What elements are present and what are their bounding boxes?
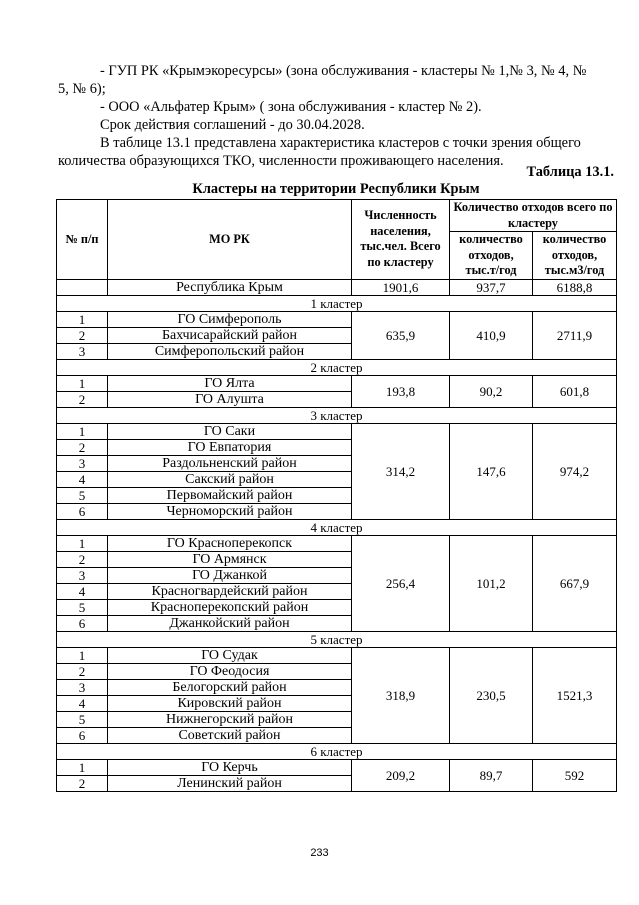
row-mo-name: ГО Саки: [108, 423, 352, 439]
cluster-waste-m3: 2711,9: [533, 311, 617, 359]
row-number: 2: [57, 391, 108, 407]
table-row: [57, 647, 617, 663]
row-number: 2: [57, 663, 108, 679]
total-row: [57, 279, 617, 295]
table-row: [57, 375, 617, 391]
cluster-waste-t: 89,7: [450, 759, 533, 791]
cluster-label-row: [57, 359, 617, 375]
row-mo-name: ГО Евпатория: [108, 439, 352, 455]
cluster-label: 4 кластер: [57, 519, 617, 535]
cluster-waste-t: 101,2: [450, 535, 533, 631]
row-mo-name: Джанкойский район: [108, 615, 352, 631]
cluster-population: 318,9: [352, 647, 450, 743]
row-number: 1: [57, 423, 108, 439]
paragraph-contractor-2: - ООО «Альфатер Крым» ( зона обслуживания - кластер № 2).: [100, 99, 482, 115]
cluster-population: 314,2: [352, 423, 450, 519]
cluster-label-row: [57, 743, 617, 759]
cluster-label: 5 кластер: [57, 631, 617, 647]
paragraph-agreement-term: Срок действия соглашений - до 30.04.2028.: [100, 117, 365, 133]
cluster-population: 209,2: [352, 759, 450, 791]
paragraph-contractor-1: - ГУП РК «Крымэкоресурсы» (зона обслуживания - кластеры № 1,№ 3, № 4, № 5, № 6);: [58, 63, 587, 97]
row-mo-name: ГО Симферополь: [108, 311, 352, 327]
row-mo-name: ГО Ялта: [108, 375, 352, 391]
row-number: 5: [57, 711, 108, 727]
row-number: 4: [57, 583, 108, 599]
page-number: 233: [310, 847, 329, 859]
cluster-waste-m3: 601,8: [533, 375, 617, 407]
row-number: 5: [57, 487, 108, 503]
header-waste-group: Количество отходов всего по кластеру: [450, 200, 617, 232]
table-row: [57, 423, 617, 439]
cluster-label-row: [57, 519, 617, 535]
row-mo-name: Ленинский район: [108, 775, 352, 791]
cluster-waste-m3: 974,2: [533, 423, 617, 519]
header-waste-m3: количество отходов, тыс.м3/год: [533, 232, 617, 280]
row-number: 6: [57, 727, 108, 743]
row-number: 2: [57, 439, 108, 455]
cluster-label: 3 кластер: [57, 407, 617, 423]
row-mo-name: ГО Красноперекопск: [108, 535, 352, 551]
header-mo: МО РК: [108, 200, 352, 280]
cluster-population: 256,4: [352, 535, 450, 631]
cluster-label-row: [57, 295, 617, 311]
cluster-waste-m3: 1521,3: [533, 647, 617, 743]
row-mo-name: Белогорский район: [108, 679, 352, 695]
table-row: [57, 311, 617, 327]
cluster-label-row: [57, 631, 617, 647]
cluster-population: 635,9: [352, 311, 450, 359]
cluster-population: 193,8: [352, 375, 450, 407]
row-mo-name: Кировский район: [108, 695, 352, 711]
row-number: 4: [57, 471, 108, 487]
row-number: 2: [57, 327, 108, 343]
row-mo-name: Черноморский район: [108, 503, 352, 519]
row-number: 1: [57, 647, 108, 663]
row-number: 1: [57, 759, 108, 775]
row-mo-name: Красногвардейский район: [108, 583, 352, 599]
row-mo-name: Советский район: [108, 727, 352, 743]
row-number: 1: [57, 311, 108, 327]
total-name: Республика Крым: [108, 279, 352, 295]
cluster-waste-t: 90,2: [450, 375, 533, 407]
row-mo-name: ГО Керчь: [108, 759, 352, 775]
cluster-waste-m3: 667,9: [533, 535, 617, 631]
row-mo-name: ГО Судак: [108, 647, 352, 663]
total-waste-m3: 6188,8: [533, 279, 617, 295]
row-mo-name: ГО Алушта: [108, 391, 352, 407]
cluster-waste-t: 410,9: [450, 311, 533, 359]
row-number: 4: [57, 695, 108, 711]
row-number: 3: [57, 679, 108, 695]
cluster-waste-t: 230,5: [450, 647, 533, 743]
paragraph-table-intro: В таблице 13.1 представлена характеристика кластеров с точки зрения общего количества образующихся ТКО, численности проживающего населения.: [58, 135, 581, 169]
table-body: [57, 279, 617, 791]
row-mo-name: Нижнегорский район: [108, 711, 352, 727]
total-population: 1901,6: [352, 279, 450, 295]
cluster-waste-t: 147,6: [450, 423, 533, 519]
row-number: 3: [57, 567, 108, 583]
row-mo-name: Бахчисарайский район: [108, 327, 352, 343]
row-number: 5: [57, 599, 108, 615]
row-number: 1: [57, 375, 108, 391]
row-number: 2: [57, 775, 108, 791]
header-num: № п/п: [57, 200, 108, 280]
row-mo-name: ГО Феодосия: [108, 663, 352, 679]
table-number: Таблица 13.1.: [526, 164, 614, 180]
row-number: 2: [57, 551, 108, 567]
cluster-label: 6 кластер: [57, 743, 617, 759]
header-waste-t: количество отходов, тыс.т/год: [450, 232, 533, 280]
row-mo-name: Красноперекопский район: [108, 599, 352, 615]
table-title: Кластеры на территории Республики Крым: [192, 181, 480, 197]
cluster-label: 2 кластер: [57, 359, 617, 375]
row-mo-name: Первомайский район: [108, 487, 352, 503]
row-mo-name: ГО Джанкой: [108, 567, 352, 583]
cluster-label: 1 кластер: [57, 295, 617, 311]
row-number: 1: [57, 535, 108, 551]
table-row: [57, 759, 617, 775]
row-mo-name: Симферопольский район: [108, 343, 352, 359]
row-number: 6: [57, 503, 108, 519]
row-number: 6: [57, 615, 108, 631]
clusters-table: [56, 199, 617, 792]
row-mo-name: Раздольненский район: [108, 455, 352, 471]
header-population: Численность населения, тыс.чел. Всего по кластеру: [352, 200, 450, 280]
row-mo-name: ГО Армянск: [108, 551, 352, 567]
row-mo-name: Сакский район: [108, 471, 352, 487]
cluster-waste-m3: 592: [533, 759, 617, 791]
row-number: 3: [57, 455, 108, 471]
cluster-label-row: [57, 407, 617, 423]
total-waste-t: 937,7: [450, 279, 533, 295]
row-number: 3: [57, 343, 108, 359]
table-row: [57, 535, 617, 551]
